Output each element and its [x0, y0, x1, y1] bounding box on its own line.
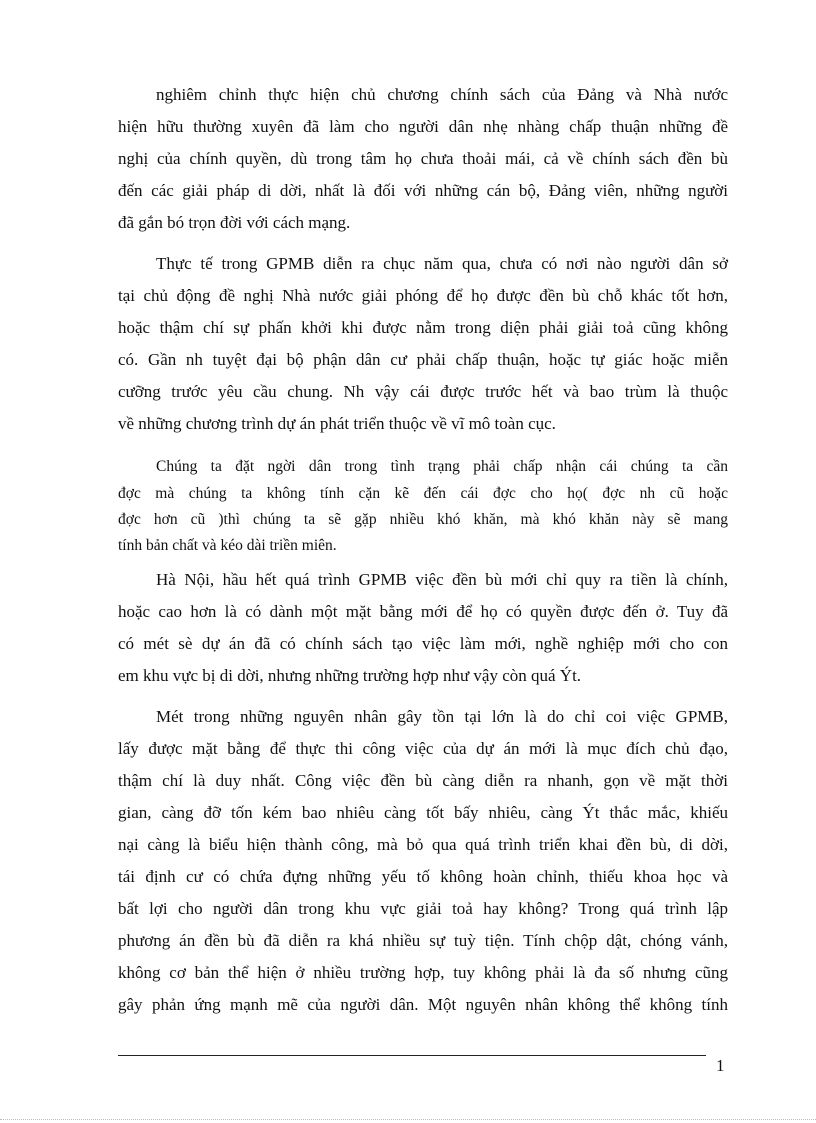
paragraph-1-line-1: nghiêm chỉnh thực hiện chủ chương chính sách của Đảng và Nhà nước: [156, 85, 728, 104]
paragraph-5-line-10: gây phản ứng mạnh mẽ của người dân. Một nguyên nhân không thể không tính: [118, 995, 728, 1014]
paragraph-5-line-1: Mét trong những nguyên nhân gây tồn tại lớn là do chỉ coi việc GPMB,: [156, 707, 728, 726]
paragraph-5-line-4: gian, càng đỡ tốn kém bao nhiêu càng tốt bấy nhiêu, càng Ýt thắc mắc, khiếu: [118, 803, 728, 822]
paragraph-3-line-1: Chúng ta đặt ngời dân trong tình trạng phải chấp nhận cái chúng ta cần: [156, 458, 728, 475]
paragraph-5-line-8: phương án đền bù đã diễn ra khá nhiều sự tuỳ tiện. Tính chộp dật, chóng vánh,: [118, 931, 728, 950]
paragraph-3-line-3: đợc hơn cũ )thì chúng ta sẽ gặp nhiều khó khăn, mà khó khăn này sẽ mang: [118, 511, 728, 528]
paragraph-2-line-4: có. Gần nh tuyệt đại bộ phận dân cư phải chấp thuận, hoặc tự giác hoặc miễn: [118, 350, 728, 369]
paragraph-2-line-3: hoặc thậm chí sự phấn khởi khi được nằm trong diện phải giải toả cũng không: [118, 318, 728, 337]
paragraph-4-line-3: có mét sè dự án đã có chính sách tạo việc làm mới, nghề nghiệp mới cho con: [118, 634, 728, 653]
page-number: 1: [716, 1056, 725, 1075]
paragraph-1-line-3: nghị của chính quyền, dù trong tâm họ chưa thoải mái, cả về chính sách đền bù: [118, 149, 728, 168]
paragraph-1-line-4: đến các giải pháp di dời, nhất là đối với những cán bộ, Đảng viên, những người: [118, 181, 728, 200]
paragraph-2-line-1: Thực tế trong GPMB diễn ra chục năm qua, chưa có nơi nào người dân sở: [156, 254, 728, 273]
paragraph-5-line-7: bất lợi cho người dân trong khu vực giải toả hay không? Trong quá trình lập: [118, 899, 728, 918]
paragraph-5-line-3: thậm chí là duy nhất. Công việc đền bù càng diễn ra nhanh, gọn về mặt thời: [118, 771, 728, 790]
paragraph-5-line-2: lấy được mặt bằng để thực thi công việc của dự án mới là mục đích chủ đạo,: [118, 739, 728, 758]
paragraph-2-line-5: cưỡng trước yêu cầu chung. Nh vậy cái được trước hết và bao trùm là thuộc: [118, 382, 728, 401]
paragraph-3-line-4: tính bản chất và kéo dài triền miên.: [118, 537, 337, 554]
paragraph-1-line-2: hiện hữu thường xuyên đã làm cho người dân nhẹ nhàng chấp thuận những đề: [118, 117, 728, 136]
paragraph-2-line-6: về những chương trình dự án phát triển thuộc về vĩ mô toàn cục.: [118, 414, 556, 433]
paragraph-3-line-2: đợc mà chúng ta không tính cặn kẽ đến cái đợc cho họ( đợc nh cũ hoặc: [118, 485, 728, 502]
paragraph-4-line-1: Hà Nội, hầu hết quá trình GPMB việc đền bù mới chỉ quy ra tiền là chính,: [156, 570, 728, 589]
paragraph-1-line-5: đã gắn bó trọn đời với cách mạng.: [118, 213, 351, 232]
paragraph-5-line-9: không cơ bản thể hiện ở nhiều trường hợp, tuy không phải là đa số nhưng cũng: [118, 963, 728, 982]
paragraph-4-line-2: hoặc cao hơn là có dành một mặt bằng mới để họ có quyền được đến ở. Tuy đã: [118, 602, 728, 621]
paragraph-2-line-2: tại chủ động đề nghị Nhà nước giải phóng để họ được đền bù chỗ khác tốt hơn,: [118, 286, 728, 305]
paragraph-5-line-5: nại càng là biểu hiện thành công, mà bỏ qua quá trình triển khai đền bù, di dời,: [118, 835, 728, 854]
footer-rule: [118, 1055, 706, 1056]
paragraph-4-line-4: em khu vực bị di dời, nhưng những trường hợp như vậy còn quá Ýt.: [118, 666, 582, 685]
page-edge-dotted-line: [0, 1119, 816, 1120]
paragraph-5-line-6: tái định cư có chứa đựng những yếu tố không hoàn chỉnh, thiếu khoa học và: [118, 867, 728, 886]
